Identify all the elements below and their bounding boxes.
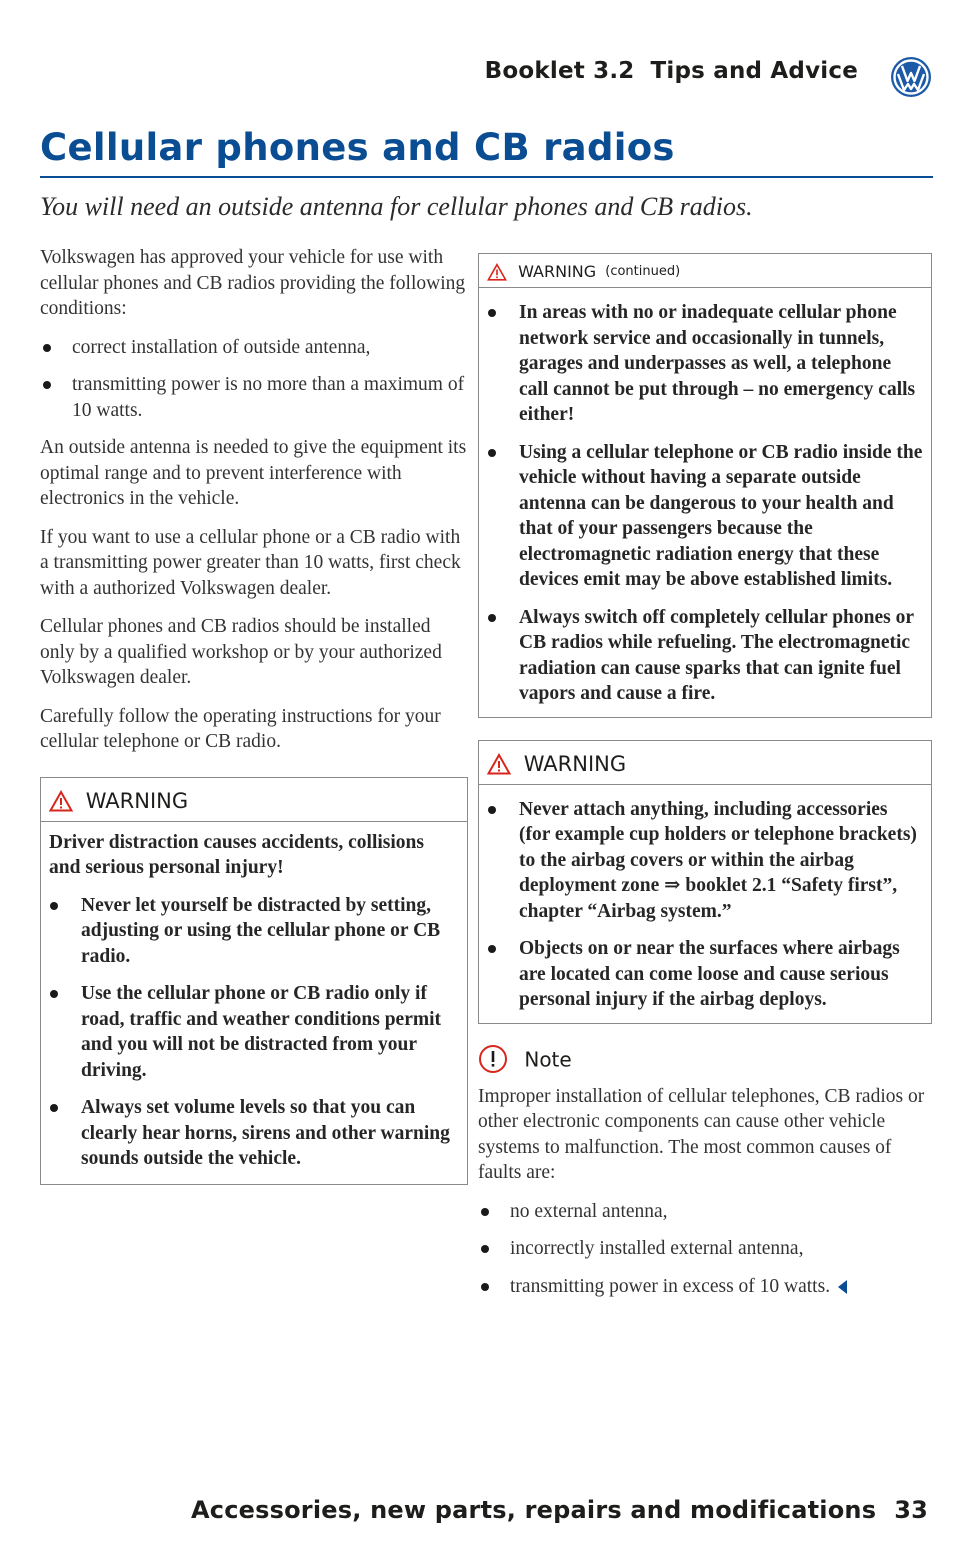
list-item: Using a cellular telephone or CB radio inside the vehicle without having a separate outside antenna can be dangerous to your health and that of your passengers because the electromagnetic radiation energy that these devices emit may be above established limits. — [487, 440, 923, 593]
list-item: Objects on or near the surfaces where airbags are located can come loose and cause serious personal injury if the airbag deploys. — [487, 936, 923, 1013]
list-item-text: transmitting power in excess of 10 watts. — [510, 1275, 831, 1297]
end-of-section-icon — [836, 1279, 848, 1295]
warning-list — [487, 797, 923, 1013]
intro-paragraph: Volkswagen has approved your vehicle for use with cellular phones and CB radios providing the following conditions: — [40, 247, 466, 319]
list-item: incorrectly installed external antenna, — [478, 1236, 932, 1262]
warning-triangle-icon — [487, 263, 507, 281]
warning-triangle-icon — [49, 790, 73, 812]
section-label: Tips and Advice — [650, 58, 858, 84]
warning-header — [41, 778, 467, 822]
warning-box-continued — [478, 253, 932, 718]
warning-list — [49, 893, 459, 1172]
paragraph: An outside antenna is needed to give the equipment its optimal range and to prevent interference with electronics in the vehicle. — [40, 437, 467, 509]
warning-triangle-icon — [487, 753, 511, 775]
warning-header — [479, 741, 931, 785]
conditions-list — [40, 335, 468, 424]
list-item: Use the cellular phone or CB radio only if road, traffic and weather conditions permit and you will not be distracted from your driving. — [49, 981, 459, 1083]
page-title: Cellular phones and CB radios — [40, 126, 675, 169]
paragraph: Cellular phones and CB radios should be installed only by a qualified workshop or by your authorized Volkswagen dealer. — [40, 616, 442, 688]
running-header — [485, 58, 858, 84]
list-item: Never attach anything, including accessories (for example cup holders or telephone brackets) to the airbag covers or within the airbag deployment zone ⇒ booklet 2.1 “Safety first”, chapter “Airbag system.” — [487, 797, 923, 925]
warning-label: WARNING — [523, 751, 627, 776]
warning-list — [487, 300, 923, 707]
title-rule — [40, 176, 933, 178]
list-item: Always set volume levels so that you can clearly hear horns, sirens and other warning sounds outside the vehicle. — [49, 1095, 459, 1172]
paragraph: If you want to use a cellular phone or a CB radio with a transmitting power greater than 10 watts, first check with a authorized Volkswagen dealer. — [40, 526, 461, 599]
list-item: In areas with no or inadequate cellular phone network service and occasionally in tunnels, garages and underpasses as well, a telephone call cannot be put through – no emergency calls either! — [487, 300, 923, 428]
page-subtitle: You will need an outside antenna for cellular phones and CB radios. — [40, 192, 753, 221]
warning-body — [479, 288, 931, 717]
list-item: Always switch off completely cellular phones or CB radios while refueling. The electromagnetic radiation can cause sparks that can ignite fuel vapors and cause a fire. — [487, 605, 923, 707]
warning-continued-label: (continued) — [605, 263, 681, 279]
note-exclamation-icon — [478, 1044, 508, 1074]
booklet-label: Booklet 3.2 — [484, 58, 635, 84]
right-column — [478, 253, 932, 1311]
list-item: correct installation of outside antenna, — [40, 335, 468, 361]
page-number: 33 — [894, 1496, 928, 1524]
paragraph: Carefully follow the operating instructions for your cellular telephone or CB radio. — [40, 705, 441, 752]
note-paragraph: Improper installation of cellular telephones, CB radios or other electronic components can cause other vehicle systems to malfunction. The most common causes of faults are: — [478, 1085, 925, 1183]
list-item: no external antenna, — [478, 1199, 932, 1225]
warning-label: WARNING — [85, 788, 189, 813]
warning-box-airbag — [478, 740, 932, 1024]
list-item: Never let yourself be distracted by setting, adjusting or using the cellular phone or CB radio. — [49, 893, 459, 970]
left-column — [40, 245, 468, 1185]
page-footer — [191, 1496, 928, 1524]
note-label: Note — [524, 1047, 572, 1071]
warning-label: WARNING — [518, 261, 597, 281]
warning-body — [479, 785, 931, 1023]
note-list — [478, 1199, 932, 1300]
warning-box-distraction — [40, 777, 468, 1185]
warning-body — [41, 822, 467, 1184]
footer-chapter: Accessories, new parts, repairs and modifications — [191, 1496, 877, 1524]
warning-lead: Driver distraction causes accidents, collisions and serious personal injury! — [49, 831, 424, 878]
warning-header — [479, 254, 931, 288]
list-item — [478, 1274, 932, 1300]
list-item: transmitting power is no more than a maximum of 10 watts. — [40, 372, 468, 423]
vw-logo-icon — [890, 56, 932, 98]
note-header — [478, 1042, 932, 1074]
